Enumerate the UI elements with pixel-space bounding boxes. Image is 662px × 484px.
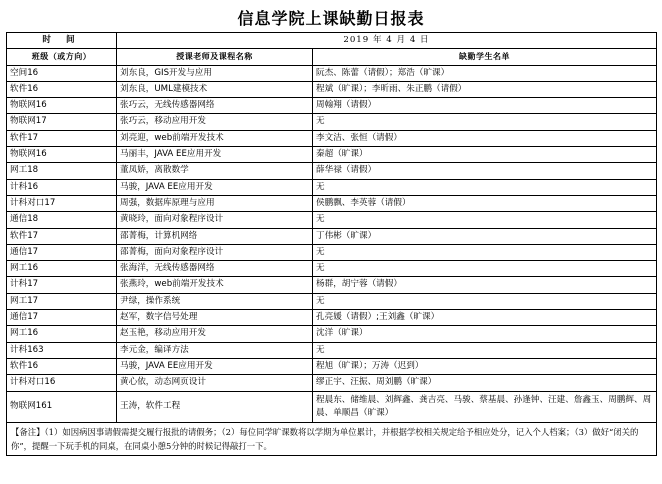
table-row	[7, 375, 657, 391]
absentees-cell: 无	[313, 114, 657, 130]
teacher-course-cell: 王涛，软件工程	[117, 391, 313, 422]
teacher-course-cell: 刘亮迎，web前端开发技术	[117, 130, 313, 146]
class-cell: 网工16	[7, 261, 117, 277]
class-cell: 计科对口16	[7, 375, 117, 391]
header-teacher-course: 授课老师及课程名称	[117, 49, 313, 65]
note-text: 【备注】（1）如因病因事请假需提交履行报批的请假务；（2）每位同学旷课数将以学期为单位累计，并根据学校相关规定给予相应处分，记入个人档案；（3）做好“闭关的你”，提醒一下玩手机的同桌，在同桌小憩5分钟的时候记得敲打一下。	[7, 422, 657, 455]
teacher-course-cell: 赵军，数字信号处理	[117, 310, 313, 326]
table-row	[7, 391, 657, 422]
table-row	[7, 179, 657, 195]
absentees-cell: 秦超（旷课）	[313, 147, 657, 163]
absentees-cell: 无	[313, 342, 657, 358]
table-row	[7, 81, 657, 97]
table-row	[7, 310, 657, 326]
table-row	[7, 163, 657, 179]
class-cell: 计科163	[7, 342, 117, 358]
class-cell: 物联网17	[7, 114, 117, 130]
teacher-course-cell: 黄晓玲，面向对象程序设计	[117, 212, 313, 228]
class-cell: 网工16	[7, 326, 117, 342]
teacher-course-cell: 张燕玲，web前端开发技术	[117, 277, 313, 293]
table-row	[7, 293, 657, 309]
absentees-cell: 无	[313, 293, 657, 309]
table-row	[7, 277, 657, 293]
absentees-cell: 丁伟彬（旷课）	[313, 228, 657, 244]
class-cell: 计科16	[7, 179, 117, 195]
table-row	[7, 358, 657, 374]
teacher-course-cell: 张巧云，无线传感器网络	[117, 98, 313, 114]
header-class: 班级（或方向）	[7, 49, 117, 65]
absentees-cell: 周翰翔（请假）	[313, 98, 657, 114]
teacher-course-cell: 马丽丰，JAVA EE应用开发	[117, 147, 313, 163]
teacher-course-cell: 马骏，JAVA EE应用开发	[117, 358, 313, 374]
teacher-course-cell: 赵玉艳，移动应用开发	[117, 326, 313, 342]
table-row	[7, 228, 657, 244]
absentees-cell: 无	[313, 244, 657, 260]
absentees-cell: 李文洁、张恒（请假）	[313, 130, 657, 146]
class-cell: 软件16	[7, 358, 117, 374]
class-cell: 网工17	[7, 293, 117, 309]
table-row	[7, 130, 657, 146]
table-row	[7, 147, 657, 163]
absentees-cell: 杨群，胡宁蓉（请假）	[313, 277, 657, 293]
class-cell: 计科17	[7, 277, 117, 293]
teacher-course-cell: 周强，数据库原理与应用	[117, 195, 313, 211]
teacher-course-cell: 尹绿，操作系统	[117, 293, 313, 309]
teacher-course-cell: 刘东良，GIS开发与应用	[117, 65, 313, 81]
time-label: 时 间	[7, 33, 117, 49]
absentees-cell: 程旭（旷课）；万涛（迟到）	[313, 358, 657, 374]
table-row	[7, 114, 657, 130]
absence-table	[6, 32, 657, 456]
teacher-course-cell: 黄心依，动态网页设计	[117, 375, 313, 391]
class-cell: 通信17	[7, 310, 117, 326]
teacher-course-cell: 张巧云，移动应用开发	[117, 114, 313, 130]
table-row	[7, 342, 657, 358]
report-title: 信息学院上课缺勤日报表	[237, 9, 425, 28]
class-cell: 空间16	[7, 65, 117, 81]
absentees-cell: 程晨东、储维晨、刘辉鑫、龚吉亮、马骏、蔡基晨、孙逢钟、汪建、詹鑫玉、周鹏辉、周晨、单顺昌（旷课）	[313, 391, 657, 422]
table-row	[7, 244, 657, 260]
class-cell: 物联网16	[7, 98, 117, 114]
class-cell: 通信18	[7, 212, 117, 228]
class-cell: 物联网16	[7, 147, 117, 163]
absentees-cell: 无	[313, 261, 657, 277]
class-cell: 软件17	[7, 130, 117, 146]
class-cell: 计科对口17	[7, 195, 117, 211]
table-row	[7, 326, 657, 342]
table-row	[7, 261, 657, 277]
teacher-course-cell: 邵菁梅，面向对象程序设计	[117, 244, 313, 260]
report-date: 2019 年 4 月 4 日	[117, 33, 657, 49]
absentees-cell: 孔亮媛（请假）;王刘鑫（旷课）	[313, 310, 657, 326]
absentees-cell: 程斌（旷课）；李昕雨、朱正鹏（请假）	[313, 81, 657, 97]
class-cell: 网工18	[7, 163, 117, 179]
absentees-cell: 缪正宇、汪振、周刘鹏（旷课）	[313, 375, 657, 391]
table-row	[7, 98, 657, 114]
class-cell: 软件16	[7, 81, 117, 97]
table-row	[7, 65, 657, 81]
date-row	[7, 33, 657, 49]
class-cell: 通信17	[7, 244, 117, 260]
table-row	[7, 212, 657, 228]
absentees-cell: 阮杰、陈蕾（请假）；郑浩（旷课）	[313, 65, 657, 81]
note-row	[7, 422, 657, 455]
class-cell: 软件17	[7, 228, 117, 244]
absentees-cell: 沈洋（旷课）	[313, 326, 657, 342]
absentees-cell: 无	[313, 179, 657, 195]
teacher-course-cell: 刘东良，UML建模技术	[117, 81, 313, 97]
absentees-cell: 薛华禄（请假）	[313, 163, 657, 179]
teacher-course-cell: 李元金，编译方法	[117, 342, 313, 358]
class-cell: 物联网161	[7, 391, 117, 422]
absentees-cell: 无	[313, 212, 657, 228]
header-row	[7, 49, 657, 65]
teacher-course-cell: 董凤娇，离散数学	[117, 163, 313, 179]
absentees-cell: 侯鹏飘、李英蓉（请假）	[313, 195, 657, 211]
teacher-course-cell: 邵菁梅，计算机网络	[117, 228, 313, 244]
table-row	[7, 195, 657, 211]
teacher-course-cell: 张海洋，无线传感器网络	[117, 261, 313, 277]
header-absentees: 缺勤学生名单	[313, 49, 657, 65]
teacher-course-cell: 马骏，JAVA EE应用开发	[117, 179, 313, 195]
